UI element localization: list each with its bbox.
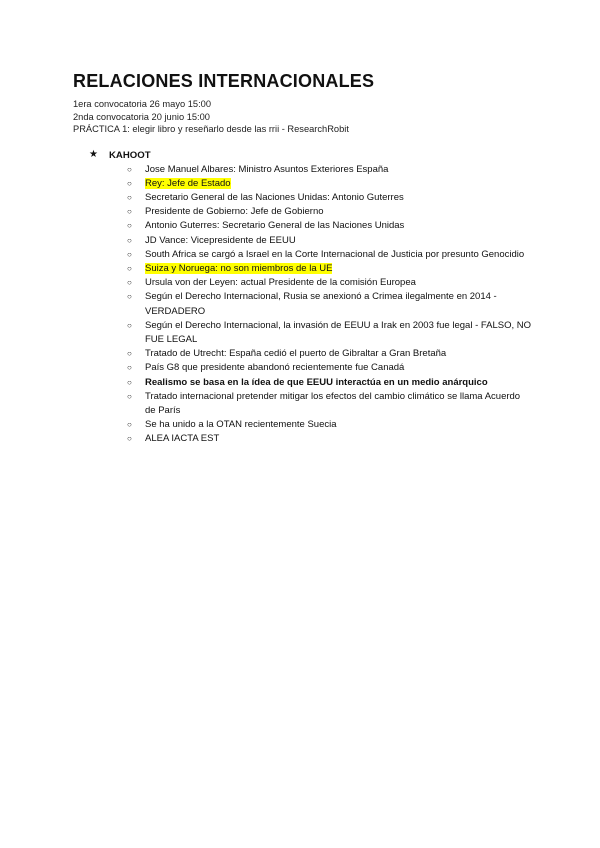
circle-bullet-icon: ○ <box>127 278 132 288</box>
list-item <box>73 347 533 361</box>
circle-bullet-icon: ○ <box>127 207 132 217</box>
list-item-text: Según el Derecho Internacional, la invasión de EEUU a Irak en 2003 fue legal - FALSO, NO FUE LEGAL <box>145 319 532 345</box>
circle-bullet-icon: ○ <box>127 391 132 401</box>
document-title: RELACIONES INTERNACIONALES <box>73 71 375 91</box>
list-item <box>73 319 533 347</box>
list-item <box>73 205 533 219</box>
list-item <box>73 262 533 276</box>
circle-bullet-icon: ○ <box>127 420 132 430</box>
star-bullet-icon: ★ <box>89 148 98 160</box>
list-item-text: Rey: Jefe de Estado <box>145 177 231 189</box>
list-item-text: Tratado de Utrecht: España cedió el puerto de Gibraltar a Gran Bretaña <box>145 348 447 360</box>
list-item <box>73 163 533 177</box>
list-item <box>73 219 533 233</box>
section-heading <box>73 149 533 163</box>
circle-bullet-icon: ○ <box>127 263 132 273</box>
list-item-text: Secretario General de las Naciones Unidas: Antonio Guterres <box>145 191 404 203</box>
circle-bullet-icon: ○ <box>127 221 132 231</box>
list-item-text: Tratado internacional pretender mitigar los efectos del cambio climático se llama Acuerdo de París <box>145 390 521 416</box>
circle-bullet-icon: ○ <box>127 192 132 202</box>
list-item <box>73 234 533 248</box>
circle-bullet-icon: ○ <box>127 292 132 302</box>
list-item-text: Presidente de Gobierno: Jefe de Gobierno <box>145 206 324 218</box>
kahoot-section <box>73 149 533 447</box>
list-item <box>73 290 533 318</box>
circle-bullet-icon: ○ <box>127 377 132 387</box>
circle-bullet-icon: ○ <box>127 235 132 245</box>
circle-bullet-icon: ○ <box>127 178 132 188</box>
list-item-text: Ursula von der Leyen: actual Presidente de la comisión Europea <box>145 277 416 289</box>
meta-line-1: 1era convocatoria 26 mayo 15:00 <box>73 99 211 109</box>
list-item-text: Realismo se basa en la ídea de que EEUU interactúa en un medio anárquico <box>145 376 488 388</box>
meta-line-2: 2nda convocatoria 20 junio 15:00 <box>73 111 210 122</box>
meta-line-3: PRÁCTICA 1: elegir libro y reseñarlo desde las rrii - ResearchRobit <box>73 124 349 134</box>
list-item <box>73 248 533 262</box>
list-item <box>73 390 533 418</box>
circle-bullet-icon: ○ <box>127 363 132 373</box>
list-item <box>73 361 533 375</box>
circle-bullet-icon: ○ <box>127 164 132 174</box>
list-item-text: País G8 que presidente abandonó recientemente fue Canadá <box>145 362 405 374</box>
list-item <box>73 276 533 290</box>
list-item-text: Suiza y Noruega: no son miembros de la UE <box>145 262 333 274</box>
list-item-text: Según el Derecho Internacional, Rusia se anexionó a Crimea ilegalmente en 2014 - VERDADERO <box>145 291 497 317</box>
circle-bullet-icon: ○ <box>127 349 132 359</box>
list-item <box>73 191 533 205</box>
list-item-text: Jose Manuel Albares: Ministro Asuntos Exteriores España <box>145 163 389 175</box>
circle-bullet-icon: ○ <box>127 249 132 259</box>
list-item-text: JD Vance: Vicepresidente de EEUU <box>145 234 296 246</box>
list-item-text: Se ha unido a la OTAN recientemente Suecia <box>145 419 337 431</box>
list-item-text: Antonio Guterres: Secretario General de las Naciones Unidas <box>145 220 405 232</box>
list-item-text: South Africa se cargó a Israel en la Corte Internacional de Justicia por presunto Genocidio <box>145 248 525 260</box>
kahoot-item-list <box>73 163 533 447</box>
list-item <box>73 418 533 432</box>
circle-bullet-icon: ○ <box>127 434 132 444</box>
list-item <box>73 177 533 191</box>
circle-bullet-icon: ○ <box>127 320 132 330</box>
section-heading-text: KAHOOT <box>109 149 151 161</box>
list-item <box>73 376 533 390</box>
document-page <box>73 70 533 447</box>
list-item <box>73 432 533 446</box>
list-item-text: ALEA IACTA EST <box>145 433 220 445</box>
